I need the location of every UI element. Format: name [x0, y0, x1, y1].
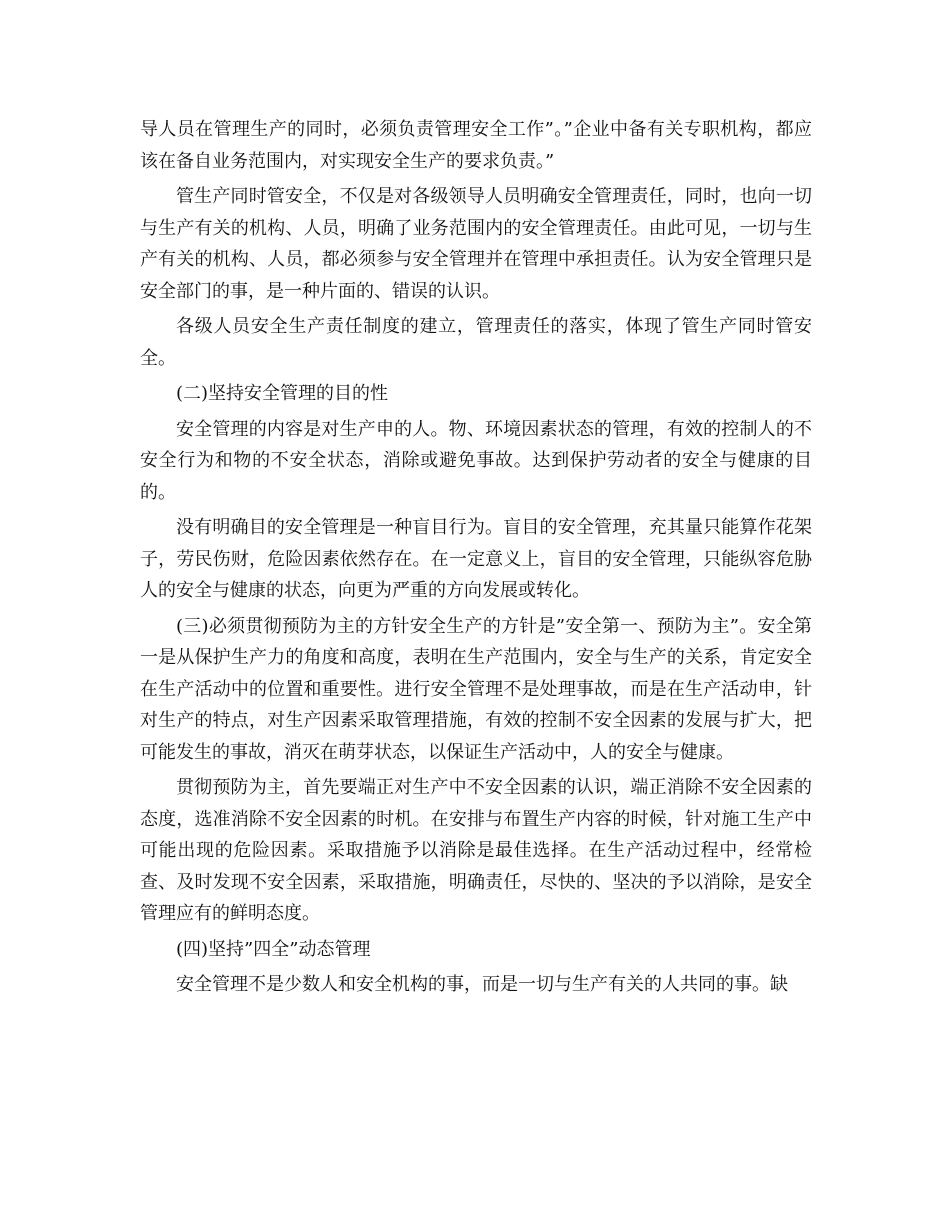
- paragraph: 安全管理的内容是对生产申的人。物、环境因素状态的管理，有效的控制人的不安全行为和物的不安全状态，消除或避免事故。达到保护劳动者的安全与健康的目的。: [140, 418, 812, 503]
- paragraph: (三)必须贯彻预防为主的方针安全生产的方针是”安全第一、预防为主”。安全第一是从保护生产力的角度和高度，表明在生产范围内，安全与生产的关系，肯定安全在生产活动中的位置和重要性。进行安全管理不是处理事故，而是在生产活动申，针对生产的特点，对生产因素采取管理措施，有效的控制不安全因素的发展与扩大，把可能发生的事故，消灭在萌芽状态，以保证生产活动中，人的安全与健康。: [140, 615, 812, 763]
- paragraph: 安全管理不是少数人和安全机构的事，而是一切与生产有关的人共同的事。缺: [176, 974, 788, 995]
- document-body: [140, 114, 812, 1005]
- section-heading: (四)坚持”四全”动态管理: [176, 938, 371, 960]
- paragraph: 没有明确目的安全管理是一种盲目行为。盲目的安全管理，充其量只能算作花架子，劳民伤财，危险因素依然存在。在一定意义上，盲目的安全管理，只能纵容危胁人的安全与健康的状态，向更为严重的方向发展或转化。: [140, 517, 812, 601]
- paragraph: 各级人员安全生产责任制度的建立，管理责任的落实，体现了管生产同时管安全。: [140, 316, 812, 369]
- paragraph: 管生产同时管安全，不仅是对各级领导人员明确安全管理责任，同时，也向一切与生产有关的机构、人员，明确了业务范围内的安全管理责任。由此可见，一切与生产有关的机构、人员，都必须参与安全管理并在管理中承担责任。认为安全管理只是安全部门的事，是一种片面的、错误的认识。: [140, 186, 812, 302]
- section-heading: (二)坚持安全管理的目的性: [176, 383, 389, 404]
- paragraph: 导人员在管理生产的同时，必须负责管理安全工作”。”企业中备有关专职机构，都应该在备自业务范围内，对实现安全生产的要求负责。”: [140, 119, 812, 172]
- paragraph: 贯彻预防为主，首先要端正对生产中不安全因素的认识，端正消除不安全因素的态度，选准消除不安全因素的时机。在安排与布置生产内容的时候，针对施工生产中可能出现的危险因素。采取措施予以消除是最佳选择。在生产活动过程中，经常检查、及时发现不安全因素，采取措施，明确责任，尽快的、坚决的予以消除，是安全管理应有的鲜明态度。: [140, 777, 812, 924]
